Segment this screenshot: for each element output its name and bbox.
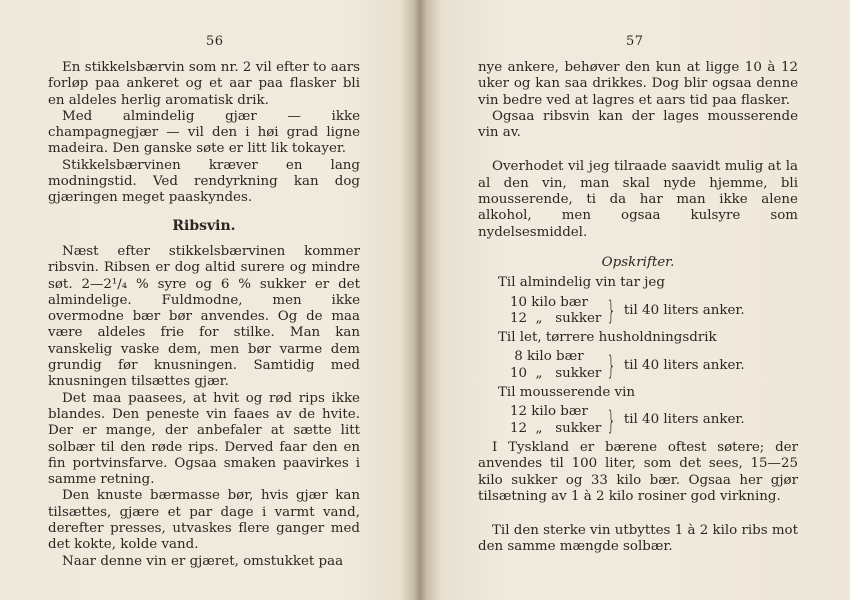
recipe-block [510, 295, 798, 328]
page-number: 56 [206, 34, 224, 49]
paragraph: Med almindelig gjær — ikke champagnegjær — vil den i høi grad ligne madeira. Den ganske søte er litt lik tokayer. [48, 108, 360, 157]
spacer [478, 505, 798, 523]
paragraph: Stikkelsbærvinen kræver en lang modningstid. Ved rendyrkning kan dog gjæringen meget paaskyndes. [48, 157, 360, 206]
recipe-result: til 40 liters anker. [623, 357, 745, 373]
paragraph: Overhodet vil jeg tilraade saavidt mulig at la al den vin, man skal nyde hjemme, bli mousserende, ti da har man ikke alene alkohol, men ogsaa kulsyre som nydelsesmiddel. [478, 159, 798, 240]
paragraph: Ogsaa ribsvin kan der lages mousserende vin av. [478, 108, 798, 141]
recipe-ingredient: 10 „ sukker [510, 365, 602, 381]
recipe-result: til 40 liters anker. [623, 412, 745, 428]
paragraph: nye ankere, behøver den kun at ligge 10 à 12 uker og kan saa drikkes. Dog blir ogsaa denne vin bedre ved at lagres et aars tid paa flasker. [478, 60, 798, 108]
recipe-ingredient: 12 „ sukker [510, 420, 602, 436]
brace-icon: } [607, 405, 617, 436]
paragraph: Næst efter stikkelsbærvinen kommer ribsvin. Ribsen er dog altid surere og mindre søt. 2—2¹/₄ % syre og 6 % sukker er det almindelige. Fuldmodne, men ikke overmodne bær bør anvendes. Og de maa være aldeles frie for stilke. Man kan vanskelig vaske dem, men bør varme dem grundig før knusningen. Samtidig med knusningen tilsættes gjær. [48, 243, 360, 390]
right-text-block [478, 60, 798, 556]
right-page [430, 0, 850, 600]
recipe-ingredient: 12 kilo bær [510, 404, 588, 420]
brace-icon: } [607, 295, 617, 326]
recipe-block [510, 349, 798, 382]
left-text-block [48, 60, 360, 570]
spacer [478, 141, 798, 159]
paragraph: Den knuste bærmasse bør, hvis gjær kan tilsættes, gjære et par dage i varmt vand, derefter presses, utvaskes flere ganger med det kokte, kolde vand. [48, 488, 360, 553]
paragraph: Naar denne vin er gjæret, omstukket paa [62, 553, 344, 569]
recipe-result: til 40 liters anker. [623, 302, 745, 318]
paragraph: I Tyskland er bærene oftest søtere; der anvendes til 100 liter, som det sees, 15—25 kilo sukker og 33 kilo bær. Ogsaa her gjør tilsætning av 1 à 2 kilo rosiner god virkning. [478, 439, 798, 504]
brace-icon: } [607, 350, 617, 381]
recipe-ingredient: 8 kilo bær [510, 349, 584, 365]
paragraph: En stikkelsbærvin som nr. 2 vil efter to aars forløp paa ankeret og et aar paa flasker bli en aldeles herlig aromatisk drik. [48, 60, 360, 108]
recipe-block [510, 404, 798, 437]
recipe-ingredient: 12 „ sukker [510, 310, 602, 326]
recipe-title: Til let, tørrere husholdningsdrik [498, 330, 717, 346]
recipe-title: Til mousserende vin [498, 385, 635, 401]
recipe-ingredient: 10 kilo bær [510, 294, 588, 310]
left-page [0, 0, 420, 600]
paragraph: Det maa paasees, at hvit og rød rips ikke blandes. Den peneste vin faaes av de hvite. Der er mange, der anbefaler at sætte litt solbær til den røde rips. Derved faar den en fin portvinsfarve. Ogsaa smaken paavirkes i samme retning. [48, 390, 360, 488]
section-heading: Ribsvin. [172, 217, 236, 234]
paragraph: Til den sterke vin utbyttes 1 à 2 kilo ribs mot den samme mængde solbær. [478, 523, 799, 555]
recipe-title: Til almindelig vin tar jeg [498, 275, 665, 291]
recipes-heading: Opskrifter. [601, 254, 675, 270]
page-number: 57 [626, 34, 644, 49]
